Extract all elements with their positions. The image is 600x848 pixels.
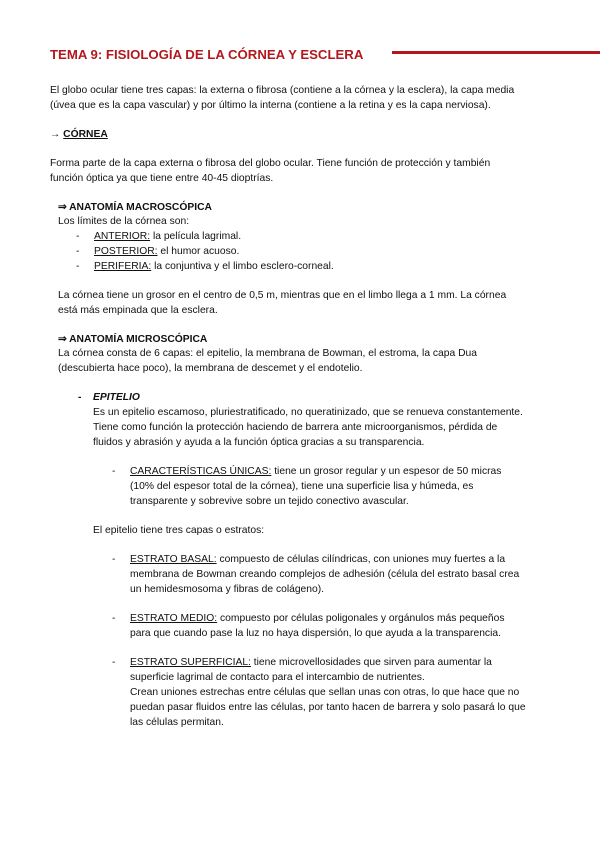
estrato-basal-line-1 [130,552,505,567]
estrato-superficial-label: ESTRATO SUPERFICIAL: [130,657,251,668]
macro-intro: Los límites de la córnea son: [58,216,190,227]
estrato-medio-text: compuesto por células poligonales y orgánulos más pequeños [217,613,505,624]
title-rule [392,51,600,54]
estrato-superficial-text: tiene microvellosidades que sirven para aumentar la [250,657,492,668]
bullet-dash: - [78,392,82,403]
estrato-superficial-line-3: Crean uniones estrechas entre células que sellan unas con otras, lo que hace que no [130,687,520,698]
micro-heading [58,332,207,347]
cornea-heading [50,127,108,142]
arrow-right-icon: → [50,129,61,140]
grosor-line-2: está más empinada que la esclera. [58,305,218,316]
estrato-superficial-line-2: superficie lagrimal de contacto para el intercambio de nutrientes. [130,672,425,683]
list-dash: - [112,613,116,624]
list-item-text: la película lagrimal. [150,231,242,242]
macro-heading [58,200,212,215]
double-arrow-icon: ⇒ [58,202,67,213]
list-item [94,259,334,274]
list-item-text: la conjuntiva y el limbo esclero-corneal. [151,261,334,272]
caracteristicas-label: CARACTERÍSTICAS ÚNICAS: [130,466,272,477]
cornea-desc-line-2: función óptica ya que tiene entre 40-45 dioptrías. [50,173,274,184]
estrato-basal-line-2: membrana de Bowman creando complejos de adhesión (célula del estrato basal crea [130,569,520,580]
epitelio-heading: EPITELIO [93,392,140,403]
cornea-heading-label: CÓRNEA [63,129,108,140]
caracteristicas-line-2: (10% del espesor total de la córnea), tiene una superficie lisa y húmeda, es [130,481,474,492]
estrato-medio-label: ESTRATO MEDIO: [130,613,218,624]
capas-intro: El epitelio tiene tres capas o estratos: [93,525,265,536]
double-arrow-icon: ⇒ [58,334,67,345]
estrato-superficial-line-5: las células permitan. [130,717,224,728]
caracteristicas-text: tiene un grosor regular y un espesor de 50 micras [271,466,502,477]
intro-line-2: (úvea que es la capa vascular) y por último la interna (contiene a la retina y es la capa nerviosa). [50,100,491,111]
epitelio-desc-line-3: fluidos y abrasión y ayuda a la función óptica gracias a su transparencia. [93,437,425,448]
list-item-text: el humor acuoso. [157,246,240,257]
list-dash: - [112,657,116,668]
cornea-desc-line-1: Forma parte de la capa externa o fibrosa del globo ocular. Tiene función de protección y también [50,158,491,169]
macro-heading-label: ANATOMÍA MACROSCÓPICA [69,202,212,213]
micro-desc-line-1: La córnea consta de 6 capas: el epitelio, la membrana de Bowman, el estroma, la capa Dua [58,348,477,359]
epitelio-desc-line-1: Es un epitelio escamoso, pluriestratificado, no queratinizado, que se renueva constantemente. [93,407,523,418]
estrato-basal-label: ESTRATO BASAL: [130,554,217,565]
list-dash: - [76,231,80,242]
list-item-label: ANTERIOR: [94,231,151,242]
estrato-medio-line-2: para que cuando pase la luz no haya dispersión, lo que ayuda a la transparencia. [130,628,501,639]
list-item [94,244,239,259]
estrato-basal-text: compuesto de células cilíndricas, con uniones muy fuertes a la [216,554,506,565]
estrato-superficial-line-4: puedan pasar fluidos entre las células, por tanto hacen de barrera y solo pasará lo que [130,702,526,713]
micro-desc-line-2: (descubierta hace poco), la membrana de descemet y el endotelio. [58,363,363,374]
list-dash: - [76,246,80,257]
grosor-line-1: La córnea tiene un grosor en el centro de 0,5 m, mientras que en el limbo llega a 1 mm. La córnea [58,290,507,301]
epitelio-desc-line-2: Tiene como función la protección haciendo de barrera ante microorganismos, pérdida de [93,422,498,433]
caracteristicas-line-3: transparente y sobrevive sobre un tejido conectivo avascular. [130,496,409,507]
list-item-label: POSTERIOR: [94,246,158,257]
list-dash: - [112,554,116,565]
estrato-superficial-line-1 [130,655,492,670]
list-item [94,229,241,244]
estrato-medio-line-1 [130,611,505,626]
list-item-label: PERIFERIA: [94,261,152,272]
title-row [50,47,555,67]
estrato-basal-line-3: un hemidesmosoma y fibras de colágeno). [130,584,325,595]
list-dash: - [76,261,80,272]
micro-heading-label: ANATOMÍA MICROSCÓPICA [69,334,208,345]
intro-line-1: El globo ocular tiene tres capas: la externa o fibrosa (contiene a la córnea y la esclera), la capa media [50,85,515,96]
page-title: TEMA 9: FISIOLOGÍA DE LA CÓRNEA Y ESCLERA [50,47,364,62]
caracteristicas-line-1 [130,464,501,479]
list-dash: - [112,466,116,477]
